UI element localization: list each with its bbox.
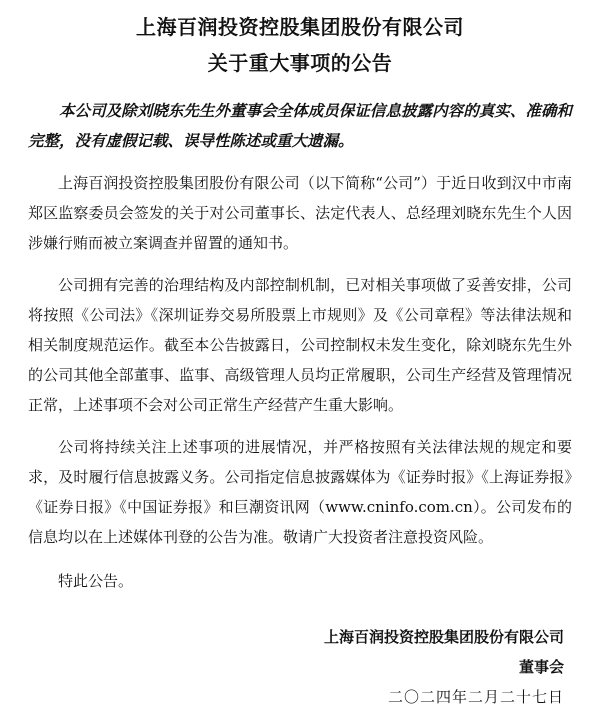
subject-title-line: 关于重大事项的公告 [207,51,393,75]
body-paragraph-2: 公司拥有完善的治理结构及内部控制机制，已对相关事项做了妥善安排，公司将按照《公司法》《深圳证券交易所股票上市规则》及《公司章程》等法律法规和相关制度规范运作。截至本公告披露日，公司控制权未发生变化，除刘晓东先生外的公司其他全部董事、监事、高级管理人员均正常履职，公司生产经营及管理情况正常，上述事项不会对公司正常生产经营产生重大影响。 [28,276,572,414]
company-title-line: 上海百润投资控股集团股份有限公司 [136,15,464,39]
document-title [28,12,572,78]
signature-block [28,622,572,712]
body-paragraph-3: 公司将持续关注上述事项的进展情况，并严格按照有关法律法规的规定和要求，及时履行信息披露义务。公司指定信息披露媒体为《证券时报》《上海证券报》《证券日报》《中国证券报》和巨潮资讯网（www.cninfo.com.cn）。公司发布的信息均以在上述媒体刊登的公告为准。敬请广大投资者注意投资风险。 [28,438,572,546]
disclosure-statement: 本公司及除刘晓东先生外董事会全体成员保证信息披露内容的真实、准确和完整，没有虚假记载、误导性陈述或重大遗漏。 [28,101,572,150]
signature-date: 二〇二四年二月二十七日 [387,688,564,706]
signature-board: 董事会 [518,658,564,676]
body-paragraph-1: 上海百润投资控股集团股份有限公司（以下简称“公司”）于近日收到汉中市南郑区监察委员会签发的关于对公司董事长、法定代表人、总经理刘晓东先生个人因涉嫌行贿而被立案调查并留置的通知书。 [28,174,572,252]
signature-company: 上海百润投资控股集团股份有限公司 [323,628,564,646]
closing-paragraph: 特此公告。 [58,572,134,590]
